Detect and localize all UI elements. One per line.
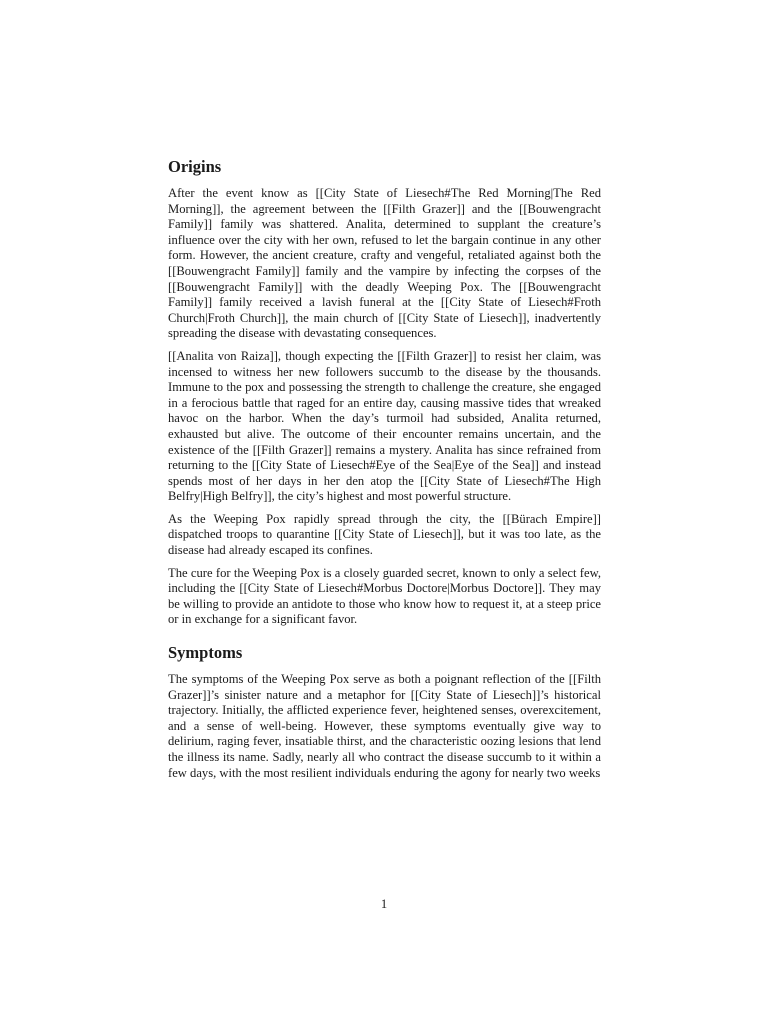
section-heading-origins: Origins (168, 157, 222, 176)
origins-paragraph-1: After the event know as [[City State of Liesech#The Red Morning|The Red Morning]], the agreement between the [[Filth Grazer]] and the [[Bouwengracht Family]] family was shattered. Analita, determined to supplant the creature’s influence over the city with her own, refused to let the bargain continue in any other form. However, the ancient creature, crafty and vengeful, retaliated against both the [[Bouwengracht Family]] family and the vampire by infecting the corpses of the [[Bouwengracht Family]] with the deadly Weeping Pox. The [[Bouwengracht Family]] family received a lavish funeral at the [[City State of Liesech#Froth Church|Froth Church]], the main church of [[City State of Liesech]], inadvertently spreading the disease with devastating consequences. (168, 186, 601, 341)
document-body (168, 156, 601, 788)
origins-paragraph-3: As the Weeping Pox rapidly spread through the city, the [[Bürach Empire]] dispatched troops to quarantine [[City State of Liesech]], but it was too late, as the disease had already escaped its confines. (168, 511, 601, 558)
page-number: 1 (380, 897, 388, 911)
origins-paragraph-2: [[Analita von Raiza]], though expecting the [[Filth Grazer]] to resist her claim, was incensed to witness her new followers succumb to the disease by the thousands. Immune to the pox and possessing the strength to challenge the creature, she engaged in a ferocious battle that raged for an entire day, causing massive tides that wreaked havoc on the harbor. When the day’s turmoil had subsided, Analita returned, exhausted but alive. The outcome of their encounter remains uncertain, and the existence of the [[Filth Grazer]] remains a mystery. Analita has since refrained from returning to the [[City State of Liesech#Eye of the Sea|Eye of the Sea]] and instead spends most of her days in her den atop the [[City State of Liesech#The High Belfry|High Belfry]], the city’s highest and most powerful structure. (168, 348, 601, 504)
section-heading-symptoms: Symptoms (168, 643, 243, 663)
symptoms-paragraph-1: The symptoms of the Weeping Pox serve as both a poignant reflection of the [[Filth Grazer]]’s sinister nature and a metaphor for [[City State of Liesech]]’s historical trajectory. Initially, the afflicted experience fever, heightened senses, overexcitement, and a sense of well-being. However, these symptoms eventually give way to delirium, raging fever, insatiable thirst, and the characteristic oozing lesions that lend the illness its name. Sadly, nearly all who contract the disease succumb to it within a few days, with the most resilient individuals enduring the agony for nearly two weeks (168, 672, 601, 780)
origins-paragraph-4: The cure for the Weeping Pox is a closely guarded secret, known to only a select few, including the [[City State of Liesech#Morbus Doctore|Morbus Doctore]]. They may be willing to provide an antidote to those who know how to request it, at a steep price or in exchange for a significant favor. (168, 565, 601, 627)
